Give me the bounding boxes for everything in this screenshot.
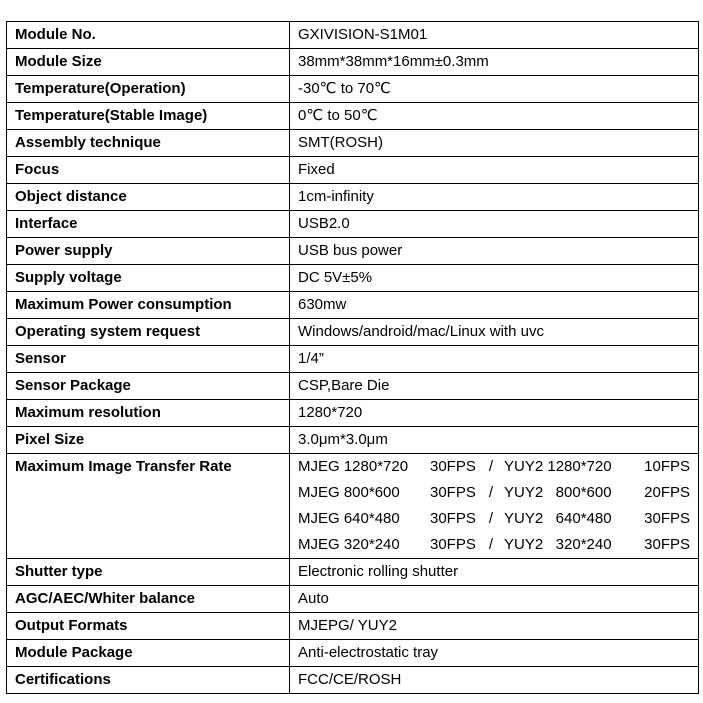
yuy2-fps: 20FPS (644, 484, 690, 501)
spec-row-supply-voltage (7, 265, 699, 292)
spec-row-max-image-transfer-rate (7, 454, 699, 559)
spec-row-output-formats (7, 613, 699, 640)
spec-row-module-size (7, 49, 699, 76)
spec-value: USB bus power (290, 238, 699, 265)
spec-table-body (7, 22, 699, 694)
spec-value: Windows/android/mac/Linux with uvc (290, 319, 699, 346)
spec-label: Pixel Size (7, 427, 290, 454)
spec-label: Temperature(Operation) (7, 76, 290, 103)
format-separator: / (488, 536, 494, 553)
transfer-rate-line (298, 454, 690, 480)
spec-value: DC 5V±5% (290, 265, 699, 292)
spec-row-pixel-size (7, 427, 699, 454)
spec-label: Shutter type (7, 559, 290, 586)
spec-label: Module No. (7, 22, 290, 49)
yuy2-resolution: YUY2 640*480 (504, 510, 612, 527)
spec-row-max-resolution (7, 400, 699, 427)
spec-row-certifications (7, 667, 699, 694)
mjeg-fps: 30FPS (430, 510, 476, 527)
spec-row-power-supply (7, 238, 699, 265)
spec-label: Module Size (7, 49, 290, 76)
transfer-rate-line (298, 480, 690, 506)
transfer-rate-line (298, 532, 690, 558)
spec-row-agc-aec-white-balance (7, 586, 699, 613)
spec-value: Auto (290, 586, 699, 613)
spec-label: Module Package (7, 640, 290, 667)
spec-label: Assembly technique (7, 130, 290, 157)
spec-value: 630mw (290, 292, 699, 319)
spec-row-operating-system (7, 319, 699, 346)
spec-label: Interface (7, 211, 290, 238)
spec-row-interface (7, 211, 699, 238)
yuy2-resolution: YUY2 1280*720 (504, 458, 612, 475)
spec-label: Sensor Package (7, 373, 290, 400)
mjeg-resolution: MJEG 800*600 (298, 484, 400, 501)
spec-row-object-distance (7, 184, 699, 211)
spec-value: 0℃ to 50℃ (290, 103, 699, 130)
spec-value: CSP,Bare Die (290, 373, 699, 400)
spec-label: Maximum Power consumption (7, 292, 290, 319)
spec-value: Anti-electrostatic tray (290, 640, 699, 667)
spec-row-shutter-type (7, 559, 699, 586)
spec-value: USB2.0 (290, 211, 699, 238)
spec-row-assembly-technique (7, 130, 699, 157)
mjeg-resolution: MJEG 640*480 (298, 510, 400, 527)
format-separator: / (488, 458, 494, 475)
spec-value: -30℃ to 70℃ (290, 76, 699, 103)
spec-row-module-no (7, 22, 699, 49)
spec-value: 38mm*38mm*16mm±0.3mm (290, 49, 699, 76)
transfer-rate-line (298, 506, 690, 532)
spec-label: Maximum Image Transfer Rate (7, 454, 290, 559)
spec-label: Supply voltage (7, 265, 290, 292)
spec-value: 1cm-infinity (290, 184, 699, 211)
spec-label: Power supply (7, 238, 290, 265)
spec-value: GXIVISION-S1M01 (290, 22, 699, 49)
spec-label: Focus (7, 157, 290, 184)
spec-label: Object distance (7, 184, 290, 211)
yuy2-fps: 30FPS (644, 510, 690, 527)
mjeg-fps: 30FPS (430, 484, 476, 501)
spec-row-temperature-operation (7, 76, 699, 103)
spec-label: AGC/AEC/Whiter balance (7, 586, 290, 613)
mjeg-resolution: MJEG 320*240 (298, 536, 400, 553)
spec-row-module-package (7, 640, 699, 667)
format-separator: / (488, 510, 494, 527)
spec-row-sensor (7, 346, 699, 373)
yuy2-resolution: YUY2 800*600 (504, 484, 612, 501)
spec-row-focus (7, 157, 699, 184)
spec-label: Maximum resolution (7, 400, 290, 427)
spec-value: Electronic rolling shutter (290, 559, 699, 586)
spec-label: Sensor (7, 346, 290, 373)
transfer-rate-cell (290, 454, 699, 559)
spec-label: Output Formats (7, 613, 290, 640)
spec-value: MJEPG/ YUY2 (290, 613, 699, 640)
mjeg-fps: 30FPS (430, 536, 476, 553)
mjeg-fps: 30FPS (430, 458, 476, 475)
spec-value: 3.0μm*3.0μm (290, 427, 699, 454)
yuy2-resolution: YUY2 320*240 (504, 536, 612, 553)
spec-value: SMT(ROSH) (290, 130, 699, 157)
spec-row-max-power-consumption (7, 292, 699, 319)
spec-label: Operating system request (7, 319, 290, 346)
spec-label: Temperature(Stable Image) (7, 103, 290, 130)
format-separator: / (488, 484, 494, 501)
spec-value: Fixed (290, 157, 699, 184)
spec-row-temperature-stable-image (7, 103, 699, 130)
spec-label: Certifications (7, 667, 290, 694)
yuy2-fps: 10FPS (644, 458, 690, 475)
spec-value: 1/4” (290, 346, 699, 373)
spec-row-sensor-package (7, 373, 699, 400)
spec-table (6, 21, 699, 694)
spec-value: FCC/CE/ROSH (290, 667, 699, 694)
mjeg-resolution: MJEG 1280*720 (298, 458, 409, 475)
spec-value: 1280*720 (290, 400, 699, 427)
yuy2-fps: 30FPS (644, 536, 690, 553)
